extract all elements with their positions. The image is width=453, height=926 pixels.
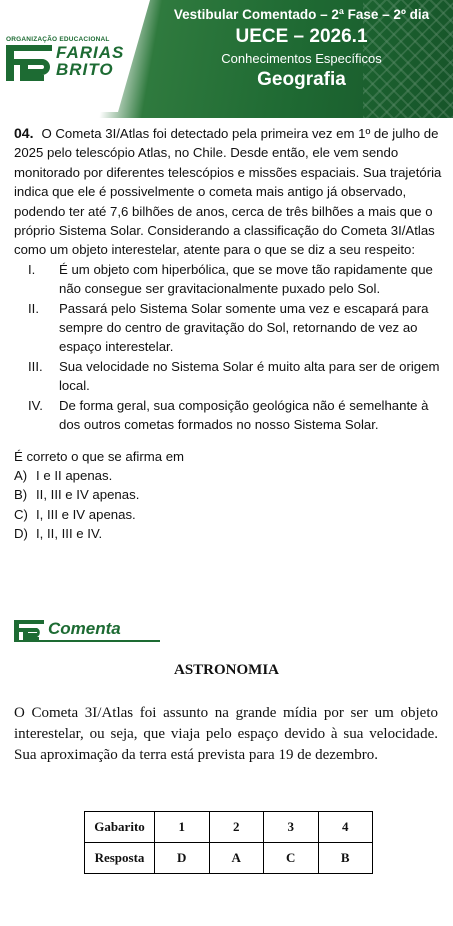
question-text: O Cometa 3I/Atlas foi detectado pela primeira vez em 1º de julho de 2025 pelo telescópio Atlas, no Chile. Desde então, ele vem sendo monitorado por diferentes telescópios e missões espaciais. Sua trajetória indica que ele é possivelmente o cometa mais antigo já observado, podendo ter até 7,6 bilhões de anos, cerca de três bilhões a mais que o próprio Sistema Solar. Considerando a classificação do Cometa 3I/Atlas como um objeto interestelar, atente para o que se diz a seu respeito: xyxy=(14,126,442,258)
comment-text: O Cometa 3I/Atlas foi assunto na grande mídia por ser um objeto interestelar, ou seja, que viaja pelo espaço devido à sua velocidade. Sua aproximação da terra está prevista para 19 de dezembro. xyxy=(14,705,438,763)
table-row xyxy=(85,812,373,843)
header-subject: Geografia xyxy=(257,69,346,90)
statement-item xyxy=(14,396,444,435)
logo-name xyxy=(56,44,124,78)
section-title: ASTRONOMIA xyxy=(173,662,279,678)
table-cell: 4 xyxy=(318,812,373,843)
table-row xyxy=(85,843,373,874)
answer-options xyxy=(14,466,444,544)
question-prompt: É correto o que se afirma em xyxy=(14,448,185,464)
page-header xyxy=(0,0,453,118)
table-header-resposta: Resposta xyxy=(85,843,155,874)
comenta-label: Comenta xyxy=(48,619,121,638)
option-text: I, III e IV apenas. xyxy=(36,506,136,522)
option-text: I, II, III e IV. xyxy=(36,526,103,542)
answer-option xyxy=(14,466,444,485)
statement-item xyxy=(14,260,444,299)
statement-item xyxy=(14,357,444,396)
statement-numeral: IV. xyxy=(28,397,43,413)
table-header-gabarito: Gabarito xyxy=(85,812,155,843)
table-cell: A xyxy=(209,843,264,874)
answer-option xyxy=(14,485,444,504)
statement-numeral: I. xyxy=(28,261,36,277)
comenta-heading xyxy=(14,618,160,642)
statement-numeral: III. xyxy=(28,358,43,374)
farias-brito-logo xyxy=(6,36,146,86)
logo-name-line2: BRITO xyxy=(56,60,114,79)
fb-small-logo-icon xyxy=(14,620,44,640)
logo-org-text: ORGANIZAÇÃO EDUCACIONAL xyxy=(6,36,110,43)
option-letter: D) xyxy=(14,526,28,542)
logo-name-line1: FARIAS xyxy=(56,43,125,62)
table-cell: 3 xyxy=(264,812,319,843)
option-letter: B) xyxy=(14,487,28,503)
answer-option xyxy=(14,524,444,543)
answer-key-table xyxy=(84,811,373,874)
table-cell: B xyxy=(318,843,373,874)
statement-text: De forma geral, sua composição geológica não é semelhante à dos outros cometas formados no nosso Sistema Solar. xyxy=(59,397,429,433)
comenta-underline xyxy=(14,640,160,642)
header-subtitle: Conhecimentos Específicos xyxy=(221,51,382,66)
statement-numeral: II. xyxy=(28,300,39,316)
header-titles xyxy=(150,6,453,93)
statement-list xyxy=(14,260,444,435)
table-cell: C xyxy=(264,843,319,874)
answer-option xyxy=(14,505,444,524)
table-cell: 1 xyxy=(155,812,210,843)
question-statement xyxy=(14,124,444,260)
statement-item xyxy=(14,299,444,357)
option-letter: A) xyxy=(14,467,28,483)
header-exam-code: UECE – 2026.1 xyxy=(235,26,368,47)
option-letter: C) xyxy=(14,506,28,522)
statement-text: É um objeto com hiperbólica, que se move tão rapidamente que não consegue ser gravitacionalmente puxado pelo Sol. xyxy=(59,261,433,297)
question-block xyxy=(14,124,444,544)
statement-text: Passará pelo Sistema Solar somente uma vez e escapará para sempre do centro de gravitação do Sol, retornando de vez ao espaço interestelar. xyxy=(59,300,429,355)
question-number: 04. xyxy=(14,125,34,141)
option-text: I e II apenas. xyxy=(36,467,113,483)
table-cell: D xyxy=(155,843,210,874)
header-exam-title: Vestibular Comentado – 2ª Fase – 2º dia xyxy=(173,7,430,22)
statement-text: Sua velocidade no Sistema Solar é muito alta para ser de origem local. xyxy=(59,358,440,394)
table-cell: 2 xyxy=(209,812,264,843)
option-text: II, III e IV apenas. xyxy=(36,487,140,503)
fb-logo-icon xyxy=(6,45,52,81)
